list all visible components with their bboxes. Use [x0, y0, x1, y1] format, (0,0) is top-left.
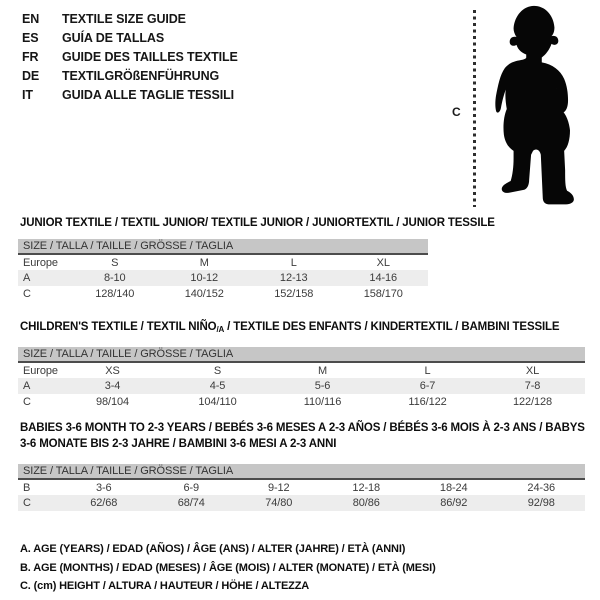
table-row	[18, 479, 585, 495]
language-row-es	[22, 29, 238, 48]
size-value: 86/92	[410, 495, 498, 511]
language-code: IT	[22, 88, 33, 102]
size-header: SIZE / TALLA / TAILLE / GRÖSSE / TAGLIA	[18, 347, 585, 362]
row-label: C	[23, 396, 31, 408]
note-height-cm: C. (cm) HEIGHT / ALTURA / HAUTEUR / HÖHE / ALTEZZA	[20, 580, 310, 592]
size-value: 18-24	[439, 481, 468, 494]
table-row	[18, 378, 585, 394]
language-row-en	[22, 10, 238, 29]
size-value: 116/122	[408, 396, 447, 408]
size-value: 5-6	[270, 378, 375, 394]
language-title: GUÍA DE TALLAS	[62, 31, 165, 45]
size-value: 62/68	[60, 495, 148, 511]
size-value: 122/128	[512, 396, 553, 408]
language-code: EN	[22, 12, 40, 26]
size-value: 6-9	[183, 481, 200, 494]
language-title: GUIDA ALLE TAGLIE TESSILI	[62, 88, 235, 102]
language-code: DE	[22, 69, 40, 83]
size-value: 6-7	[375, 378, 480, 394]
table-title-junior: JUNIOR TEXTILE / TEXTIL JUNIOR/ TEXTILE JUNIOR / JUNIORTEXTIL / JUNIOR TESSILE	[20, 217, 495, 229]
table-title-children	[20, 320, 559, 338]
note-age-months: B. AGE (MONTHS) / EDAD (MESES) / ÂGE (MOIS) / ALTER (MONATE) / ETÀ (MESI)	[20, 561, 436, 574]
table-title-subscript: /A	[216, 325, 225, 334]
table-row	[18, 254, 428, 270]
language-list	[22, 10, 238, 105]
table-row	[18, 362, 585, 378]
babies-size-table	[18, 464, 585, 511]
height-measure-label: C	[452, 105, 461, 119]
table-row	[18, 270, 428, 286]
baby-silhouette-icon	[478, 3, 590, 217]
size-value: 98/104	[95, 396, 130, 408]
size-value: S	[213, 364, 222, 377]
language-title: GUIDE DES TAILLES TEXTILE	[62, 50, 238, 64]
row-label: B	[23, 481, 31, 494]
size-value: 4-5	[165, 378, 270, 394]
size-value: 128/140	[95, 288, 135, 300]
table-row	[18, 286, 428, 302]
legend-notes	[20, 540, 436, 596]
size-value: 3-6	[95, 481, 112, 494]
row-label: A	[18, 378, 60, 394]
size-value: XS	[105, 364, 120, 377]
size-value: 152/158	[274, 288, 314, 300]
size-value: XL	[525, 364, 540, 377]
language-code: ES	[22, 31, 39, 45]
size-value: 3-4	[60, 378, 165, 394]
table-title-text: / TEXTILE DES ENFANTS / KINDERTEXTIL / BAMBINI TESSILE	[224, 321, 560, 333]
table-title-babies: BABIES 3-6 MONTH TO 2-3 YEARS / BEBÉS 3-6 MESES A 2-3 AÑOS / BÉBÉS 3-6 MOIS À 2-3 ANS / BABYS 3-6 MONATE BIS 2-3 JAHRE / BAMBINI 3-6 MESI A 2-3 ANNI	[20, 422, 585, 450]
table-row	[18, 495, 585, 511]
size-value: 10-12	[160, 270, 250, 286]
language-row-it	[22, 86, 238, 105]
size-value: 80/86	[323, 495, 411, 511]
size-value: 8-10	[70, 270, 160, 286]
table-title-text: CHILDREN'S TEXTILE / TEXTIL NIÑO	[20, 321, 217, 333]
language-title: TEXTILE SIZE GUIDE	[62, 12, 186, 26]
size-value: 74/80	[235, 495, 323, 511]
height-measure-line	[473, 10, 476, 207]
size-header: SIZE / TALLA / TAILLE / GRÖSSE / TAGLIA	[18, 464, 585, 479]
size-value: XL	[376, 256, 390, 269]
size-value: 110/116	[303, 396, 342, 408]
size-value: 7-8	[480, 378, 585, 394]
size-value: 104/110	[198, 396, 237, 408]
size-value: 24-36	[527, 481, 556, 494]
size-value: L	[424, 364, 431, 377]
language-row-de	[22, 67, 238, 86]
children-size-table	[18, 347, 585, 410]
size-value: 140/152	[184, 288, 224, 300]
language-row-fr	[22, 48, 238, 67]
size-value: L	[290, 256, 297, 269]
size-value: M	[317, 364, 328, 377]
size-header: SIZE / TALLA / TAILLE / GRÖSSE / TAGLIA	[18, 239, 428, 254]
size-value: 92/98	[498, 495, 586, 511]
size-value: 12-18	[352, 481, 381, 494]
size-value: 12-13	[249, 270, 339, 286]
row-label: C	[23, 288, 31, 300]
note-age-years: A. AGE (YEARS) / EDAD (AÑOS) / ÂGE (ANS) / ALTER (JAHRE) / ETÀ (ANNI)	[20, 543, 406, 555]
size-value: 68/74	[148, 495, 236, 511]
size-value: S	[111, 256, 119, 269]
row-label: A	[18, 270, 70, 286]
size-value: M	[199, 256, 209, 269]
row-label: C	[18, 495, 60, 511]
size-value: 9-12	[267, 481, 290, 494]
row-label: Europe	[23, 256, 58, 269]
junior-size-table	[18, 239, 428, 302]
size-value: 14-16	[339, 270, 429, 286]
table-row	[18, 394, 585, 410]
size-value: 158/170	[363, 288, 403, 300]
row-label: Europe	[23, 364, 58, 377]
language-title: TEXTILGRÖßENFÜHRUNG	[62, 69, 220, 83]
language-code: FR	[22, 50, 39, 64]
